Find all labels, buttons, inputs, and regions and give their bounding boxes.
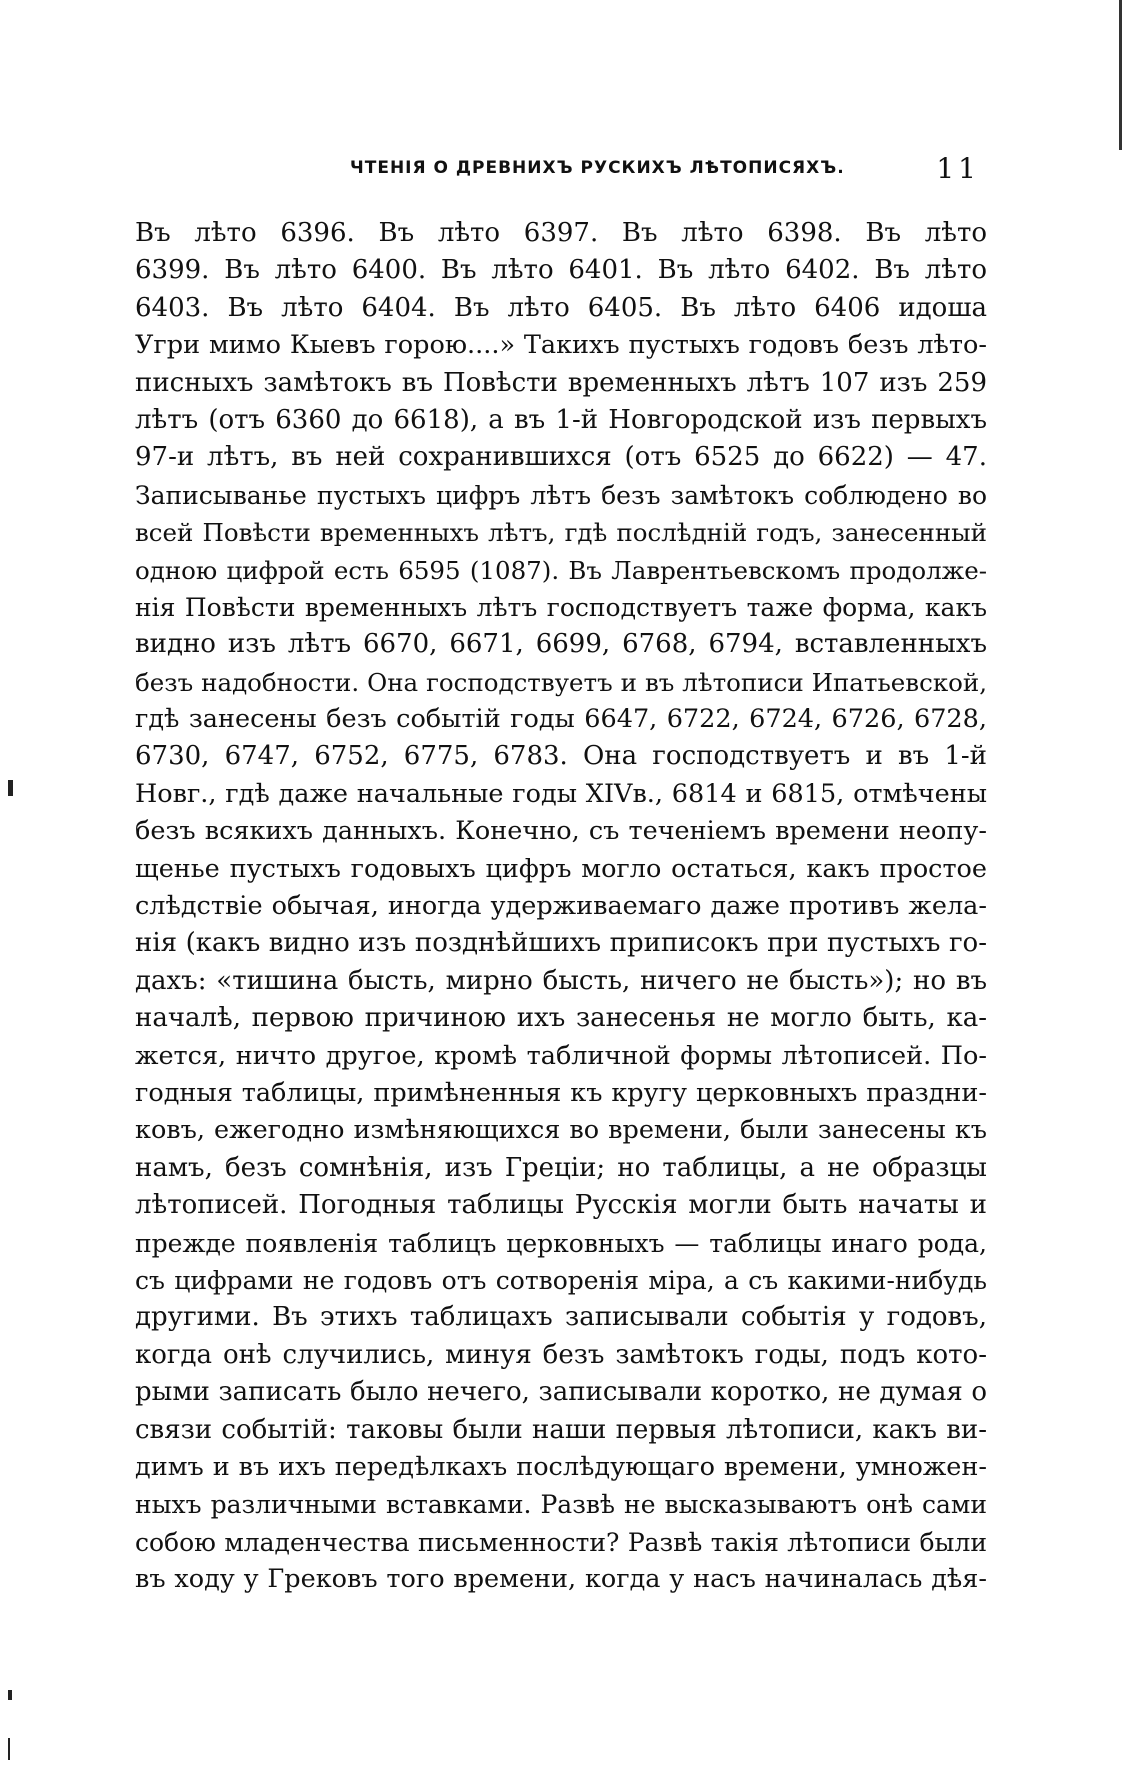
text-line: нія (какъ видно изъ позднѣйшихъ приписокъ при пустыхъ го- (135, 928, 987, 959)
text-line: связи событій: таковы были наши первыя лѣтописи, какъ ви- (135, 1414, 987, 1445)
text-line: димъ и въ ихъ передѣлкахъ послѣдующаго времени, умножен- (135, 1451, 987, 1482)
text-line: 97-и лѣтъ, въ ней сохранившихся (отъ 6525 до 6622) — 47. (135, 442, 987, 473)
page-header (140, 152, 980, 192)
text-line: Угри мимо Кыевъ горою....» Такихъ пустыхъ годовъ безъ лѣто- (135, 330, 987, 361)
text-line: Записыванье пустыхъ цифръ лѣтъ безъ замѣтокъ соблюдено во (135, 480, 987, 510)
text-line: собою младенчества письменности? Развѣ такія лѣтописи были (135, 1527, 987, 1557)
text-line: видно изъ лѣтъ 6670, 6671, 6699, 6768, 6794, вставленныхъ (135, 629, 987, 660)
text-line: 6403. Въ лѣто 6404. Въ лѣто 6405. Въ лѣто 6406 идоша (135, 292, 987, 323)
scan-margin-mark (8, 1690, 12, 1700)
text-line: нія Повѣсти временныхъ лѣтъ господствуетъ таже форма, какъ (135, 592, 987, 622)
text-line: ныхъ различными вставками. Развѣ не высказываютъ онѣ сами (135, 1490, 987, 1520)
text-line: ковъ, ежегодно измѣняющихся во времени, были занесены къ (135, 1115, 987, 1146)
text-line: 6730, 6747, 6752, 6775, 6783. Она господствуетъ и въ 1-й (135, 741, 987, 772)
text-line: жется, ничто другое, кромѣ табличной формы лѣтописей. По- (135, 1040, 987, 1071)
text-line: писныхъ замѣтокъ въ Повѣсти временныхъ лѣтъ 107 изъ 259 (135, 367, 987, 398)
text-line: лѣтъ (отъ 6360 до 6618), а въ 1-й Новгородской изъ первыхъ (135, 404, 987, 435)
running-title: ЧТЕНІЯ О ДРЕВНИХЪ РУСКИХЪ ЛѢТОПИСЯХЪ. (350, 158, 845, 178)
text-line: слѣдствіе обычая, иногда удерживаемаго даже противъ жела- (135, 891, 987, 922)
scan-margin-mark (8, 780, 13, 796)
body-text (135, 215, 987, 1598)
text-line: безъ надобности. Она господствуетъ и въ лѣтописи Ипатьевской, (135, 667, 987, 697)
text-line: когда онѣ случились, минуя безъ замѣтокъ годы, подъ кото- (135, 1339, 987, 1370)
text-line: другими. Въ этихъ таблицахъ записывали событія у годовъ, (135, 1302, 987, 1333)
text-line: рыми записать было нечего, записывали коротко, не думая о (135, 1377, 987, 1408)
text-line: 6399. Въ лѣто 6400. Въ лѣто 6401. Въ лѣто 6402. Въ лѣто (135, 255, 987, 286)
scan-edge-line (1119, 0, 1122, 150)
text-line: Новг., гдѣ даже начальные годы XIVв., 6814 и 6815, отмѣчены (135, 778, 987, 809)
page-number: 11 (936, 152, 980, 185)
scan-margin-mark (8, 1738, 10, 1760)
text-line: въ ходу у Грековъ того времени, когда у насъ начиналась дѣя- (135, 1564, 987, 1595)
text-line: гдѣ занесены безъ событій годы 6647, 6722, 6724, 6726, 6728, (135, 704, 987, 735)
text-line: съ цифрами не годовъ отъ сотворенія міра, а съ какими-нибудь (135, 1265, 987, 1295)
text-line: началѣ, первою причиною ихъ занесенья не могло быть, ка- (135, 1003, 987, 1034)
text-line: одною цифрой есть 6595 (1087). Въ Лаврентьевскомъ продолже- (135, 555, 987, 585)
text-line: всей Повѣсти временныхъ лѣтъ, гдѣ послѣдній годъ, занесенный (135, 518, 987, 548)
text-line: намъ, безъ сомнѣнія, изъ Греціи; но таблицы, а не образцы (135, 1152, 987, 1183)
text-line: лѣтописей. Погодныя таблицы Русскія могли быть начаты и (135, 1190, 987, 1221)
text-line: щенье пустыхъ годовыхъ цифръ могло остаться, какъ простое (135, 853, 987, 884)
text-line: годныя таблицы, примѣненныя къ кругу церковныхъ праздни- (135, 1077, 987, 1108)
text-line: прежде появленія таблицъ церковныхъ — таблицы инаго рода, (135, 1228, 987, 1258)
text-line: дахъ: «тишина бысть, мирно бысть, ничего не бысть»); но въ (135, 965, 987, 996)
text-line: Въ лѣто 6396. Въ лѣто 6397. Въ лѣто 6398. Въ лѣто (135, 218, 987, 248)
text-line: безъ всякихъ данныхъ. Конечно, съ теченіемъ времени неопу- (135, 816, 987, 847)
